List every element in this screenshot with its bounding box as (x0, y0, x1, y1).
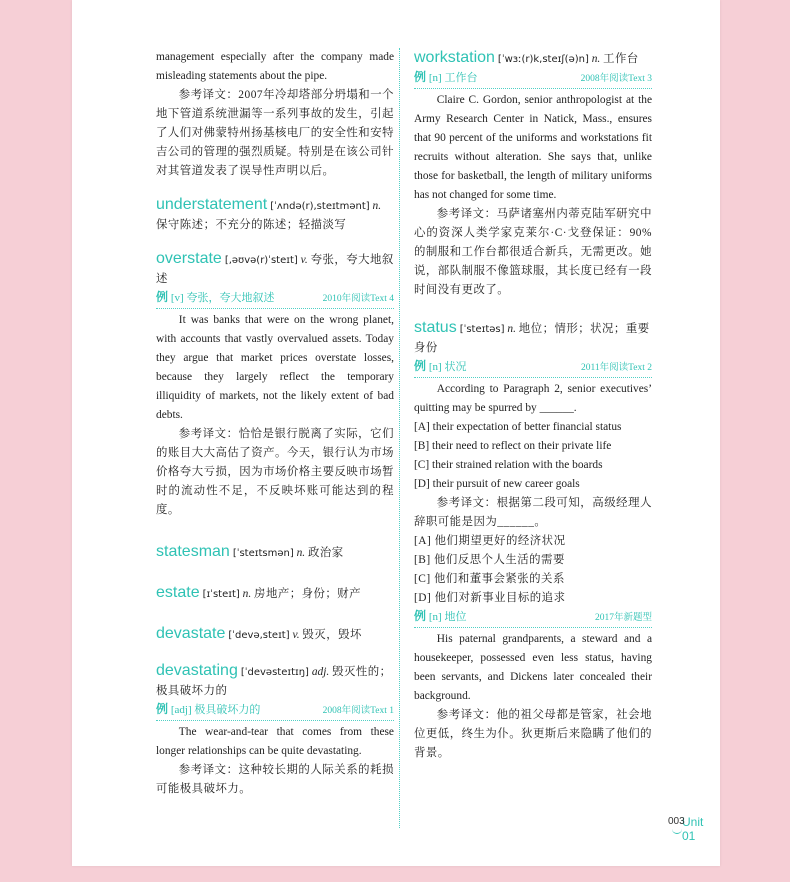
left-column (156, 48, 394, 799)
phonetic: [ˈdevəsteɪtɪŋ] (240, 667, 309, 678)
entry-overstate (156, 249, 394, 520)
phonetic: [ˈʌndə(r),steɪtmənt] (270, 201, 370, 212)
option-translation: [D] 他们对新事业目标的追求 (414, 592, 566, 604)
part-of-speech: n. (507, 323, 516, 335)
page-number: 003 (668, 816, 685, 827)
definition: 工作台 (603, 53, 639, 65)
option-english: [B] their need to reflect on their private life (414, 440, 612, 452)
phonetic: [ˈsteɪtəs] (459, 324, 505, 335)
phonetic: [ˈsteɪtsmən] (232, 548, 294, 559)
example-header (414, 69, 652, 89)
part-of-speech: n. (591, 53, 601, 65)
definition: 保守陈述；不充分的陈述；轻描淡写 (156, 219, 347, 231)
phonetic: [ˈwɜː(r)k,steɪʃ(ə)n] (497, 54, 589, 65)
entry-status (414, 318, 652, 763)
entry-statesman (156, 542, 394, 563)
example-sense: [adj] 极具破坏力的 (170, 704, 261, 716)
entry-estate (156, 583, 394, 604)
definition: 房地产；身份；财产 (254, 588, 362, 600)
headword: understatement (156, 196, 268, 213)
definition: 地位；情形；状况；重要身份 (414, 323, 650, 354)
part-of-speech: v. (292, 629, 300, 641)
example-sense: [v] 夸张，夸大地叙述 (170, 292, 275, 304)
example-sense: [n] 工作台 (428, 72, 478, 84)
continued-english: management especially after the company made misleading statements about the pipe. (156, 51, 394, 82)
headword: estate (156, 584, 200, 601)
example-english: The wear-and-tear that comes from these longer relationships can be quite devastating. (156, 726, 394, 757)
example-sense: [n] 地位 (428, 611, 467, 623)
headword: overstate (156, 250, 222, 267)
example-source: 2011年阅读Text 2 (580, 363, 652, 373)
right-column (414, 48, 652, 763)
example-label: 例 (156, 702, 169, 716)
example-header (156, 289, 394, 309)
example-source: 2008年阅读Text 1 (322, 706, 394, 716)
headword: workstation (414, 49, 495, 66)
example-translation: 参考译文：恰恰是银行脱离了实际，它们的账目大大高估了资产。今天，银行认为市场价格夸大亏损，因为市场价格主要反映市场暂时的流动性不足，不反映坏账可能达到的程度。 (156, 428, 394, 516)
example-english: It was banks that were on the wrong planet, with accounts that vastly overvalued assets. Today they argue that market prices overstate losses, because they largely reflect the temporary illiquidity of markets, not the likely extent of bad debts. (156, 314, 394, 421)
option-english: [C] their strained relation with the boards (414, 459, 603, 471)
entry-workstation (414, 48, 652, 300)
part-of-speech: adj. (311, 666, 330, 678)
entry-understatement (156, 195, 394, 235)
unit-label: Unit 01 (682, 815, 704, 843)
headword: status (414, 319, 457, 336)
option-translation: [A] 他们期望更好的经济状况 (414, 535, 566, 547)
question-translation: 参考译文：根据第二段可知，高级经理人辞职可能是因为______。 (414, 497, 652, 528)
example-translation: 参考译文：他的祖父母都是管家，社会地位更低，终生为仆。狄更斯后来隐瞒了他们的背景。 (414, 709, 652, 759)
option-translation: [B] 他们反思个人生活的需要 (414, 554, 565, 566)
continued-translation: 参考译文：2007年冷却塔部分坍塌和一个地下管道系统泄漏等一系列事故的发生，引起了人们对佛蒙特州扬基核电厂的安全性和安特吉公司的管理的强烈质疑。特别是在该公司针对其管道发表了误导性声明以后。 (156, 89, 394, 177)
headword: statesman (156, 543, 230, 560)
example-header (414, 608, 652, 628)
part-of-speech: n. (372, 200, 382, 212)
example-source: 2008年阅读Text 3 (580, 74, 652, 84)
headword: devastate (156, 625, 226, 642)
example-label: 例 (414, 359, 427, 373)
example-translation: 参考译文：马萨诸塞州内蒂克陆军研究中心的资深人类学家克莱尔·C·戈登保证：90%的制服和工作台都很适合新兵，无需更改。她说，部队制服不像篮球服，其长度已经有一段时间没有更改了。 (414, 208, 652, 296)
option-english: [A] their expectation of better financial status (414, 421, 622, 433)
phonetic: [ˈdevə,steɪt] (228, 630, 290, 641)
part-of-speech: n. (242, 588, 252, 600)
part-of-speech: v. (300, 254, 308, 266)
example-english: Claire C. Gordon, senior anthropologist at the Army Research Center in Natick, Mass., ensures that 90 percent of the uniforms and workstations fit recruits without alteration. She says that, unlike those for basketball, the length of military uniforms has not changed for some time. (414, 94, 652, 201)
example-header (414, 358, 652, 378)
option-translation: [C] 他们和董事会紧张的关系 (414, 573, 565, 585)
headword: devastating (156, 662, 238, 679)
example-label: 例 (414, 609, 427, 623)
example-label: 例 (156, 290, 169, 304)
phonetic: [ɪˈsteɪt] (202, 589, 240, 600)
option-english: [D] their pursuit of new career goals (414, 478, 580, 490)
example-translation: 参考译文：这种较长期的人际关系的耗损可能极具破坏力。 (156, 764, 394, 795)
example-source: 2017年新题型 (594, 613, 652, 623)
example-source: 2010年阅读Text 4 (322, 294, 394, 304)
definition: 毁灭性的；极具破坏力的 (156, 666, 392, 697)
entry-devastate (156, 624, 394, 645)
part-of-speech: n. (296, 547, 306, 559)
entry-devastating (156, 661, 394, 799)
example-english: His paternal grandparents, a steward and a housekeeper, possessed even less status, having been servants, and Dickens later concealed their background. (414, 633, 652, 702)
definition: 夸张，夸大地叙述 (156, 254, 394, 285)
book-page (72, 0, 720, 866)
example-sense: [n] 状况 (428, 361, 467, 373)
definition: 政治家 (308, 547, 344, 559)
column-divider (399, 48, 400, 828)
question-english: According to Paragraph 2, senior executives’ quitting may be spurred by ______. (414, 383, 652, 414)
example-label: 例 (414, 70, 427, 84)
definition: 毁灭，毁坏 (302, 629, 362, 641)
example-header (156, 701, 394, 721)
phonetic: [,əʊvə(r)ˈsteɪt] (224, 255, 298, 266)
